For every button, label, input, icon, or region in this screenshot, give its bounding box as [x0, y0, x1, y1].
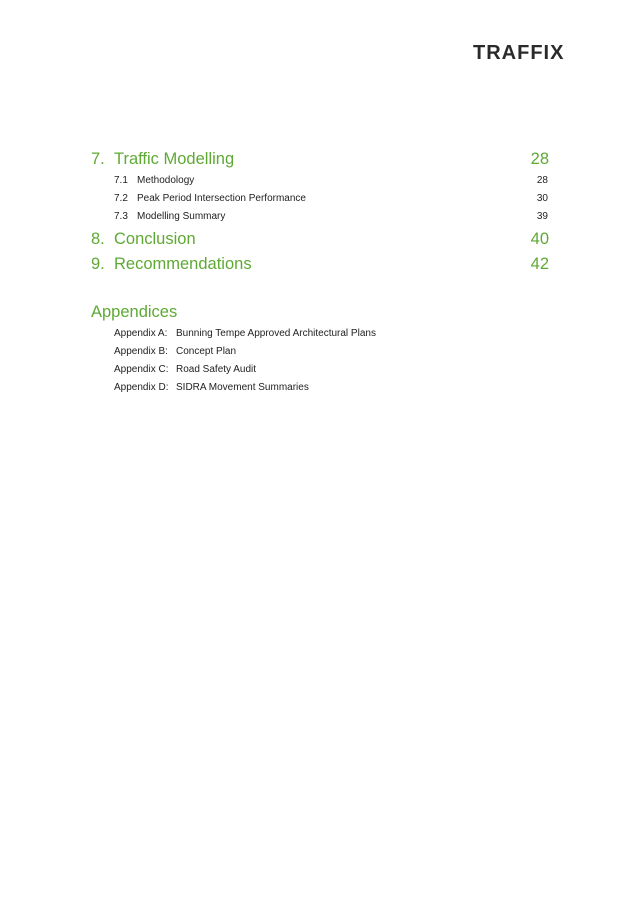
appendix-label: Appendix D:	[114, 382, 169, 393]
appendix-c[interactable]	[114, 364, 256, 375]
subsection-page: 39	[536, 211, 548, 222]
appendix-b[interactable]	[114, 346, 236, 357]
section-page: 42	[530, 255, 549, 273]
section-page: 28	[530, 150, 549, 168]
subsection-title: Peak Period Intersection Performance	[137, 193, 306, 204]
appendix-a[interactable]	[114, 328, 376, 339]
section-number: 8.	[91, 230, 105, 248]
appendix-label: Appendix C:	[114, 364, 169, 375]
appendix-label: Appendix A:	[114, 328, 168, 339]
subsection-title: Methodology	[137, 175, 195, 186]
subsection-number: 7.1	[114, 175, 128, 186]
traffix-logo	[473, 40, 579, 64]
section-title: Recommendations	[114, 255, 252, 273]
appendix-title: Road Safety Audit	[176, 364, 257, 375]
appendix-title: Bunning Tempe Approved Architectural Plans	[176, 328, 376, 339]
section-number: 9.	[91, 255, 105, 273]
subsection-number: 7.3	[114, 211, 128, 222]
subsection-number: 7.2	[114, 193, 128, 204]
section-title: Traffic Modelling	[114, 150, 235, 168]
logo-text: TRAFFIX	[473, 42, 565, 64]
section-title: Conclusion	[114, 230, 196, 248]
subsection-title: Modelling Summary	[137, 211, 226, 222]
toc-section-9[interactable]	[91, 255, 549, 274]
toc-section-8[interactable]	[91, 230, 549, 249]
toc-subsection-7-2[interactable]	[114, 193, 548, 204]
appendix-title: SIDRA Movement Summaries	[176, 382, 309, 393]
section-number: 7.	[91, 150, 105, 168]
toc-subsection-7-1[interactable]	[114, 175, 548, 186]
toc-section-7[interactable]	[91, 150, 549, 169]
toc-subsection-7-3[interactable]	[114, 211, 548, 222]
subsection-page: 30	[536, 193, 548, 204]
subsection-page: 28	[536, 175, 548, 186]
section-page: 40	[530, 230, 549, 248]
appendices-heading: Appendices	[91, 303, 178, 321]
appendix-d[interactable]	[114, 382, 309, 393]
appendix-title: Concept Plan	[176, 346, 237, 357]
logo-graphic	[473, 40, 579, 64]
appendix-label: Appendix B:	[114, 346, 168, 357]
